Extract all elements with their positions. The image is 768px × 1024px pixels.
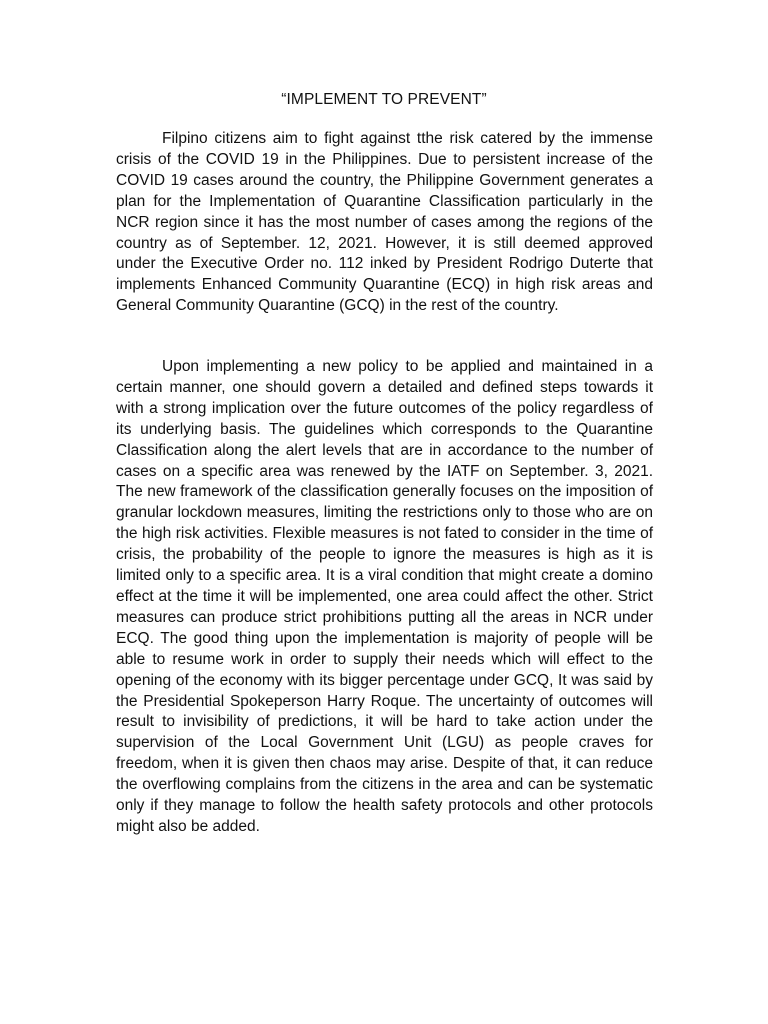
paragraph-2: Upon implementing a new policy to be applied and maintained in a certain manner, one should govern a detailed and defined steps towards it with a strong implication over the future outcomes of the policy regardless of its underlying basis. The guidelines which corresponds to the Quarantine Classification along the alert levels that are in accordance to the number of cases on a specific area was renewed by the IATF on September. 3, 2021. The new framework of the classification generally focuses on the imposition of granular lockdown measures, limiting the restrictions only to those who are on the high risk activities. Flexible measures is not fated to consider in the time of crisis, the probability of the people to ignore the measures is high as it is limited only to a specific area. It is a viral condition that might create a domino effect at the time it will be implemented, one area could affect the other. Strict measures can produce strict prohibitions putting all the areas in NCR under ECQ. The good thing upon the implementation is majority of people will be able to resume work in order to supply their needs which will effect to the opening of the economy with its bigger percentage under GCQ, It was said by the Presidential Spokeperson Harry Roque. The uncertainty of outcomes will result to invisibility of predictions, it will be hard to take action under the supervision of the Local Government Unit (LGU) as people craves for freedom, when it is given then chaos may arise. Despite of that, it can reduce the overflowing complains from the citizens in the area and can be systematic only if they manage to follow the health safety protocols and other protocols might also be added. — [116, 358, 653, 835]
document-title: “IMPLEMENT TO PREVENT” — [281, 91, 487, 108]
paragraph-1: Filpino citizens aim to fight against tthe risk catered by the immense crisis of the COVID 19 in the Philippines. Due to persistent increase of the COVID 19 cases around the country, the Philippine Government generates a plan for the Implementation of Quarantine Classification particularly in the NCR region since it has the most number of cases among the regions of the country as of September. 12, 2021. However, it is still deemed approved under the Executive Order no. 112 inked by President Rodrigo Duterte that implements Enhanced Community Quarantine (ECQ) in high risk areas and General Community Quarantine (GCQ) in the rest of the country. — [116, 130, 653, 315]
